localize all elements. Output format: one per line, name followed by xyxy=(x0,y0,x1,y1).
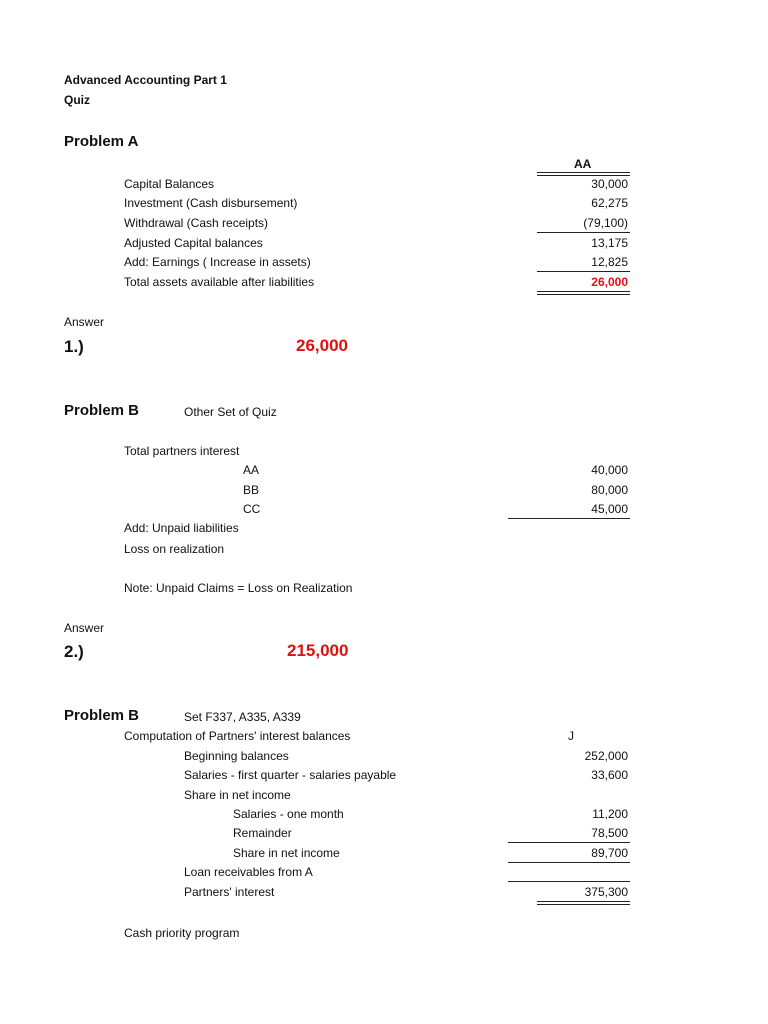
subtotal-rule xyxy=(508,881,630,882)
answer-label: Answer xyxy=(64,621,105,635)
row-label: Partners' interest xyxy=(184,885,275,899)
answer-value: 26,000 xyxy=(296,336,348,355)
problem-b-heading: Problem B xyxy=(64,707,140,724)
row-label: Beginning balances xyxy=(184,749,289,763)
subtotal-rule xyxy=(537,271,630,272)
row-value: 62,275 xyxy=(591,196,628,210)
row-value: (79,100) xyxy=(583,216,628,230)
subtotal-rule xyxy=(508,518,630,519)
subtotal-rule xyxy=(508,842,630,843)
row-label: Add: Earnings ( Increase in assets) xyxy=(124,255,311,269)
partner-value: 45,000 xyxy=(591,502,628,516)
loss-on-realization-label: Loss on realization xyxy=(124,542,225,556)
total-double-rule xyxy=(537,291,630,295)
row-value: 30,000 xyxy=(591,177,628,191)
row-label: Remainder xyxy=(233,826,292,840)
row-value: 11,200 xyxy=(592,807,628,821)
subtotal-rule xyxy=(508,862,630,863)
partner-label: AA xyxy=(243,463,260,477)
row-label: Share in net income xyxy=(233,846,340,860)
row-value: 252,000 xyxy=(584,749,628,763)
row-value: 78,500 xyxy=(591,826,628,840)
column-header-double-rule xyxy=(537,172,630,176)
row-label: Loan receivables from A xyxy=(184,865,313,879)
row-label: Total assets available after liabilities xyxy=(124,275,315,289)
column-header: J xyxy=(568,729,574,743)
row-label: Investment (Cash disbursement) xyxy=(124,196,298,210)
problem-b-subheading: Set F337, A335, A339 xyxy=(184,710,301,724)
row-label: Capital Balances xyxy=(124,177,215,191)
problem-a-heading: Problem A xyxy=(64,133,139,150)
row-value: 33,600 xyxy=(591,768,628,782)
problem-b-subheading: Other Set of Quiz xyxy=(184,405,277,419)
row-value: 13,175 xyxy=(591,236,628,250)
total-value: 26,000 xyxy=(591,275,628,289)
row-label: Withdrawal (Cash receipts) xyxy=(124,216,269,230)
row-label: Share in net income xyxy=(184,788,291,802)
problem-b-heading: Problem B xyxy=(64,402,140,419)
row-value: 89,700 xyxy=(591,846,628,860)
row-label: Adjusted Capital balances xyxy=(124,236,263,250)
row-label: Salaries - one month xyxy=(233,807,344,821)
computation-label: Computation of Partners' interest balances xyxy=(124,729,351,743)
answer-number: 1.) xyxy=(64,337,84,356)
note-text: Note: Unpaid Claims = Loss on Realization xyxy=(124,581,353,595)
cash-priority-label: Cash priority program xyxy=(124,926,240,940)
total-double-rule xyxy=(537,901,630,905)
partner-value: 80,000 xyxy=(591,483,628,497)
row-label: Salaries - first quarter - salaries payable xyxy=(184,768,397,782)
document-subtitle: Quiz xyxy=(64,93,90,107)
answer-number: 2.) xyxy=(64,642,84,661)
answer-value: 215,000 xyxy=(287,641,349,660)
total-value: 375,300 xyxy=(584,885,628,899)
row-value: 12,825 xyxy=(591,255,628,269)
subtotal-rule xyxy=(537,232,630,233)
unpaid-liabilities-label: Add: Unpaid liabilities xyxy=(124,521,239,535)
partner-value: 40,000 xyxy=(591,463,628,477)
problem-a-column-header: AA xyxy=(574,157,592,171)
partner-label: BB xyxy=(243,483,260,497)
document-title: Advanced Accounting Part 1 xyxy=(64,73,227,87)
total-partners-label: Total partners interest xyxy=(124,444,240,458)
answer-label: Answer xyxy=(64,315,105,329)
partner-label: CC xyxy=(243,502,261,516)
